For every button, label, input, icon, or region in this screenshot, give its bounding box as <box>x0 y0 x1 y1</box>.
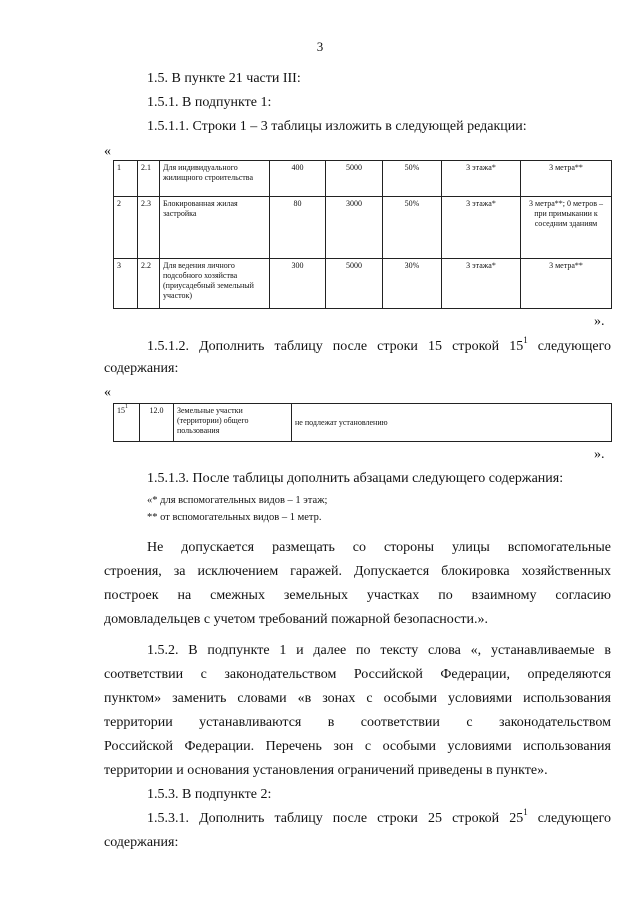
paragraph-1-5-1-2-text: 1.5.1.2. Дополнить таблицу после строки 15 строкой 15 <box>147 339 524 354</box>
row-number <box>114 404 140 442</box>
quote-open-2: « <box>104 385 111 400</box>
paragraph-1-5-2-line4: территории устанавливаются в соответствии с законодательством <box>104 715 611 730</box>
quote-close-1: ». <box>594 314 605 329</box>
paragraph-restriction-line3: построек на смежных земельных участках по взаимному согласию <box>104 588 611 603</box>
paragraph-1-5-2-line2: соответствии с законодательством Российской Федерации, определяются <box>104 667 611 682</box>
superscript: 1 <box>523 807 528 818</box>
paragraph-1-5-3-1-line2: содержания: <box>104 835 179 850</box>
row-max-area: 5000 <box>326 259 383 309</box>
paragraph-1-5-3: 1.5.3. В подпункте 2: <box>147 787 272 802</box>
superscript: 1 <box>125 404 128 411</box>
row-code: 2.1 <box>138 161 160 197</box>
paragraph-1-5-3-1 <box>147 807 612 828</box>
paragraph-1-5-1: 1.5.1. В подпункте 1: <box>147 95 272 110</box>
row-max-area: 5000 <box>326 161 383 197</box>
row-value: не подлежат установлению <box>292 404 612 442</box>
row-number-text: 15 <box>117 406 125 415</box>
row-floors: 3 этажа* <box>442 259 521 309</box>
paragraph-1-5-1-1: 1.5.1.1. Строки 1 – 3 таблицы изложить в следующей редакции: <box>147 119 527 134</box>
row-name: Земельные участки (территории) общего пользования <box>174 404 292 442</box>
row-min-area: 300 <box>270 259 326 309</box>
row-floors: 3 этажа* <box>442 161 521 197</box>
row-distance: 3 метра** <box>521 161 612 197</box>
row-min-area: 80 <box>270 197 326 259</box>
footnote-2: ** от вспомогательных видов – 1 метр. <box>147 512 322 523</box>
paragraph-1-5-1-2-suffix: следующего <box>527 339 612 354</box>
paragraph-1-5-3-1-suffix: следующего <box>527 811 612 826</box>
row-code: 2.3 <box>138 197 160 259</box>
row-percent: 30% <box>383 259 442 309</box>
paragraph-1-5: 1.5. В пункте 21 части III: <box>147 71 301 86</box>
paragraph-restriction-line2: строения, за исключением гаражей. Допускается блокировка хозяйственных <box>104 564 611 579</box>
table-public-land-row <box>113 403 612 442</box>
row-number: 1 <box>114 161 138 197</box>
footnote-1: «* для вспомогательных видов – 1 этаж; <box>147 495 328 506</box>
superscript: 1 <box>523 335 528 346</box>
quote-close-2: ». <box>594 447 605 462</box>
row-name: Блокированная жилая застройка <box>160 197 270 259</box>
table-row <box>114 259 612 309</box>
row-distance: 3 метра** <box>521 259 612 309</box>
row-number: 3 <box>114 259 138 309</box>
row-code: 12.0 <box>140 404 174 442</box>
paragraph-1-5-2-line3: пунктом» заменить словами «в зонах с особыми условиями использования <box>104 691 611 706</box>
row-distance: 3 метра**; 0 метров – при примыкании к соседним зданиям <box>521 197 612 259</box>
paragraph-restriction-line1: Не допускается размещать со стороны улицы вспомогательные <box>147 540 611 555</box>
row-number: 2 <box>114 197 138 259</box>
row-percent: 50% <box>383 161 442 197</box>
row-name: Для ведения личного подсобного хозяйства (приусадебный земельный участок) <box>160 259 270 309</box>
paragraph-1-5-3-1-text: 1.5.3.1. Дополнить таблицу после строки 25 строкой 25 <box>147 811 524 826</box>
paragraph-1-5-1-3: 1.5.1.3. После таблицы дополнить абзацами следующего содержания: <box>147 471 564 486</box>
row-floors: 3 этажа* <box>442 197 521 259</box>
table-row <box>114 404 612 442</box>
table-zoning-rows <box>113 160 612 309</box>
paragraph-1-5-1-2 <box>147 335 612 356</box>
paragraph-1-5-2-line5: Российской Федерации. Перечень зон с особыми условиями использования <box>104 739 611 754</box>
quote-open-1: « <box>104 144 111 159</box>
row-min-area: 400 <box>270 161 326 197</box>
paragraph-1-5-1-2-line2: содержания: <box>104 361 179 376</box>
row-percent: 50% <box>383 197 442 259</box>
row-max-area: 3000 <box>326 197 383 259</box>
row-code: 2.2 <box>138 259 160 309</box>
paragraph-1-5-2-line1: 1.5.2. В подпункте 1 и далее по тексту слова «, устанавливаемые в <box>147 643 611 658</box>
row-name: Для индивидуального жилищного строительства <box>160 161 270 197</box>
paragraph-restriction-line4: домовладельцев с учетом требований пожарной безопасности.». <box>104 612 488 627</box>
table-row <box>114 161 612 197</box>
page-number: 3 <box>316 39 324 54</box>
table-row <box>114 197 612 259</box>
paragraph-1-5-2-line6: территории и основания установления ограничений приведены в пункте». <box>104 763 548 778</box>
